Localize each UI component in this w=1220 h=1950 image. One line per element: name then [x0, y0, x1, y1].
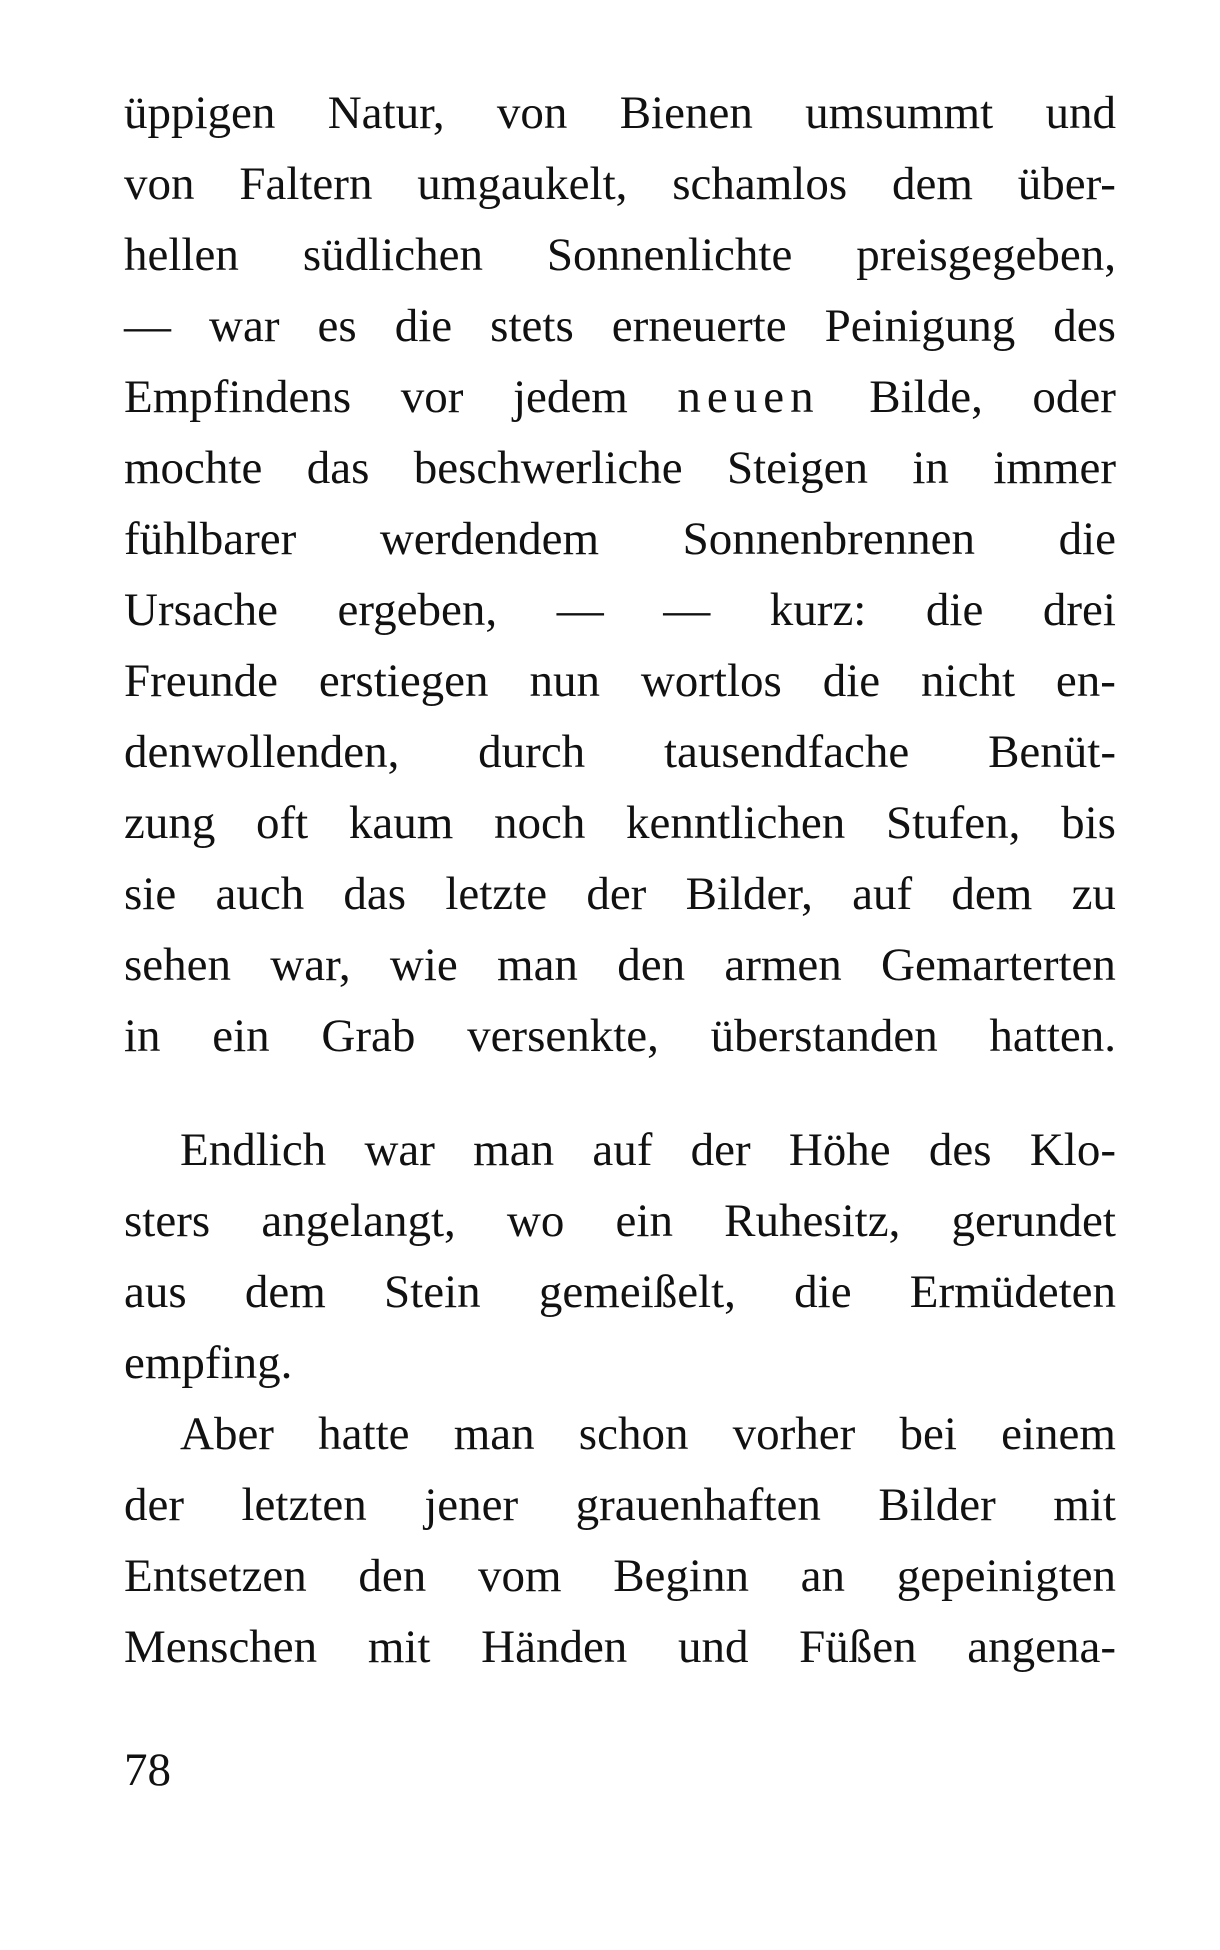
emphasized-word: neuen — [677, 371, 820, 423]
text-line: in ein Grab versenkte, überstanden hatten. — [124, 1010, 1116, 1062]
text-line: hellen südlichen Sonnenlichte preisgegeben, — [124, 229, 1116, 281]
text-line: empfing. — [124, 1337, 293, 1389]
text-line: Freunde erstiegen nun wortlos die nicht en- — [124, 655, 1116, 707]
text-line: Endlich war man auf der Höhe des Klo- — [180, 1124, 1116, 1176]
text-line: mochte das beschwerliche Steigen in immer — [124, 442, 1116, 494]
text-line: Menschen mit Händen und Füßen angena- — [124, 1621, 1116, 1673]
page-number: 78 — [124, 1744, 171, 1796]
text-line: sters angelangt, wo ein Ruhesitz, gerundet — [124, 1195, 1116, 1247]
text-line: fühlbarer werdendem Sonnenbrennen die — [124, 513, 1116, 565]
paragraphs-2-3 — [124, 1115, 1116, 1683]
text-line: Entsetzen den vom Beginn an gepeinigten — [124, 1550, 1116, 1602]
text-line: zung oft kaum noch kenntlichen Stufen, bis — [124, 797, 1116, 849]
text-line: — war es die stets erneuerte Peinigung des — [124, 300, 1116, 352]
text-line: Aber hatte man schon vorher bei einem — [180, 1408, 1116, 1460]
paragraph-1 — [124, 78, 1116, 1072]
text-line: sehen war, wie man den armen Gemarterten — [124, 939, 1116, 991]
text-line: der letzten jener grauenhaften Bilder mit — [124, 1479, 1116, 1531]
text-line: aus dem Stein gemeißelt, die Ermüdeten — [124, 1266, 1116, 1318]
text-line: Ursache ergeben, — — kurz: die drei — [124, 584, 1116, 636]
text-line: üppigen Natur, von Bienen umsummt und — [124, 87, 1116, 139]
text-line: denwollenden, durch tausendfache Benüt- — [124, 726, 1116, 778]
text-line: sie auch das letzte der Bilder, auf dem zu — [124, 868, 1116, 920]
text-line: Empfindens vor jedem neuen Bilde, oder — [124, 362, 1116, 433]
text-line: von Faltern umgaukelt, schamlos dem über- — [124, 158, 1116, 210]
